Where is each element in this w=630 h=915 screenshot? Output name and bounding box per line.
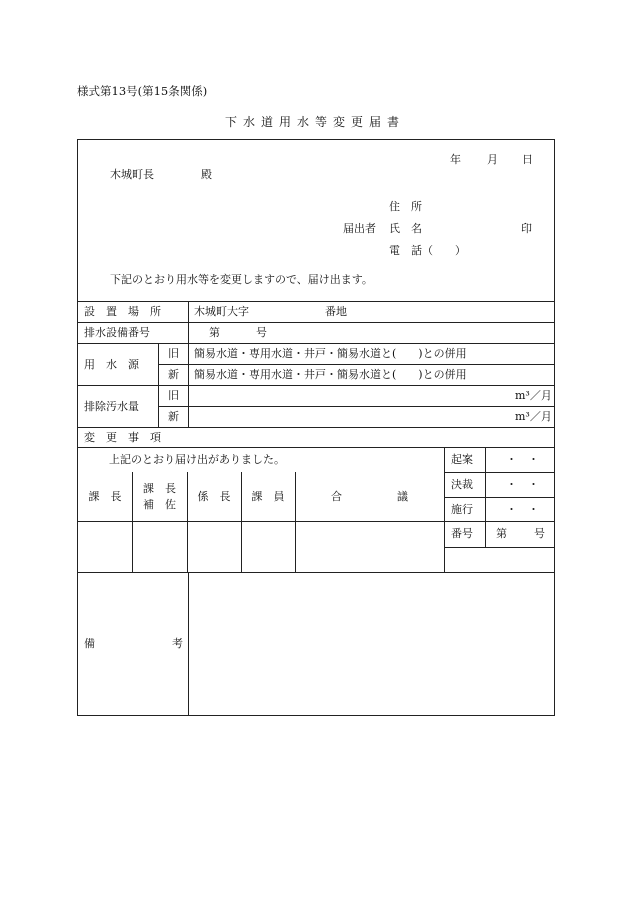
kain-label: 課 員 (251, 490, 285, 503)
water-source-label: 用 水 源 (84, 358, 139, 371)
rule (78, 343, 554, 344)
kacho-label: 課 長 (88, 490, 122, 503)
remarks-label-2: 考 (172, 637, 183, 650)
discharge-label: 排除汚水量 (84, 400, 139, 413)
kian-label: 起案 (451, 453, 473, 466)
rule (295, 472, 296, 572)
location-label: 設 置 場 所 (84, 305, 161, 318)
rule (78, 521, 554, 522)
rule (158, 364, 554, 365)
rule (78, 322, 554, 323)
form-number: 様式第13号(第15条関係) (77, 84, 208, 98)
kessai-date: ・ ・ (506, 478, 539, 491)
rule (78, 385, 554, 386)
location-prefix: 木城町大字 (194, 305, 249, 318)
statement-text: 下記のとおり用水等を変更しますので、届け出ます。 (110, 273, 373, 286)
aigi-label: 合 議 (331, 490, 408, 503)
bango-suffix: 号 (534, 527, 545, 540)
rule (158, 343, 159, 427)
discharge-old-unit: m³／月 (515, 389, 552, 402)
phone-label: 電 話（ ） (389, 244, 466, 257)
water-source-old-label: 旧 (168, 347, 179, 360)
water-source-old-value: 簡易水道・専用水道・井戸・簡易水道と( )との併用 (194, 347, 467, 360)
bango-prefix: 第 (496, 527, 507, 540)
seal-label: 印 (521, 222, 532, 235)
notifier-label: 届出者 (343, 222, 376, 235)
honorific: 殿 (201, 168, 212, 181)
kakaricho-label: 係 長 (197, 490, 231, 503)
kacho-hosa-label-1: 課 長 (143, 482, 176, 495)
address-label: 住 所 (389, 200, 422, 213)
remarks-label-1: 備 (84, 637, 95, 650)
year-label: 年 (450, 153, 461, 166)
day-label: 日 (522, 153, 533, 166)
rule (444, 472, 554, 473)
kessai-label: 決裁 (451, 478, 473, 491)
form-title: 下水道用水等変更届書 (224, 115, 405, 129)
rule (158, 406, 554, 407)
addressee: 木城町長 (110, 168, 154, 181)
drain-number-prefix: 第 (209, 326, 220, 339)
kacho-hosa-label-2: 補 佐 (143, 498, 176, 511)
rule (78, 447, 554, 448)
change-items-label: 変 更 事 項 (84, 431, 161, 444)
rule (188, 301, 189, 427)
rule (78, 572, 554, 573)
name-label: 氏 名 (389, 222, 422, 235)
shiko-label: 施行 (451, 503, 473, 516)
rule (444, 547, 554, 548)
received-text: 上記のとおり届け出がありました。 (109, 453, 285, 466)
drain-number-suffix: 号 (256, 326, 267, 339)
rule (188, 572, 189, 716)
kian-date: ・ ・ (506, 453, 539, 466)
bango-label: 番号 (451, 527, 473, 540)
discharge-new-unit: m³／月 (515, 410, 552, 423)
discharge-old-label: 旧 (168, 389, 179, 402)
rule (187, 472, 188, 572)
rule (241, 472, 242, 572)
form-frame (77, 139, 555, 716)
drain-number-label: 排水設備番号 (84, 326, 150, 339)
rule (485, 447, 486, 547)
water-source-new-label: 新 (168, 368, 179, 381)
rule (78, 427, 554, 428)
rule (78, 301, 554, 302)
location-suffix: 番地 (325, 305, 347, 318)
month-label: 月 (487, 153, 498, 166)
water-source-new-value: 簡易水道・専用水道・井戸・簡易水道と( )との併用 (194, 368, 467, 381)
shiko-date: ・ ・ (506, 503, 539, 516)
rule (444, 447, 445, 572)
discharge-new-label: 新 (168, 410, 179, 423)
rule (444, 497, 554, 498)
